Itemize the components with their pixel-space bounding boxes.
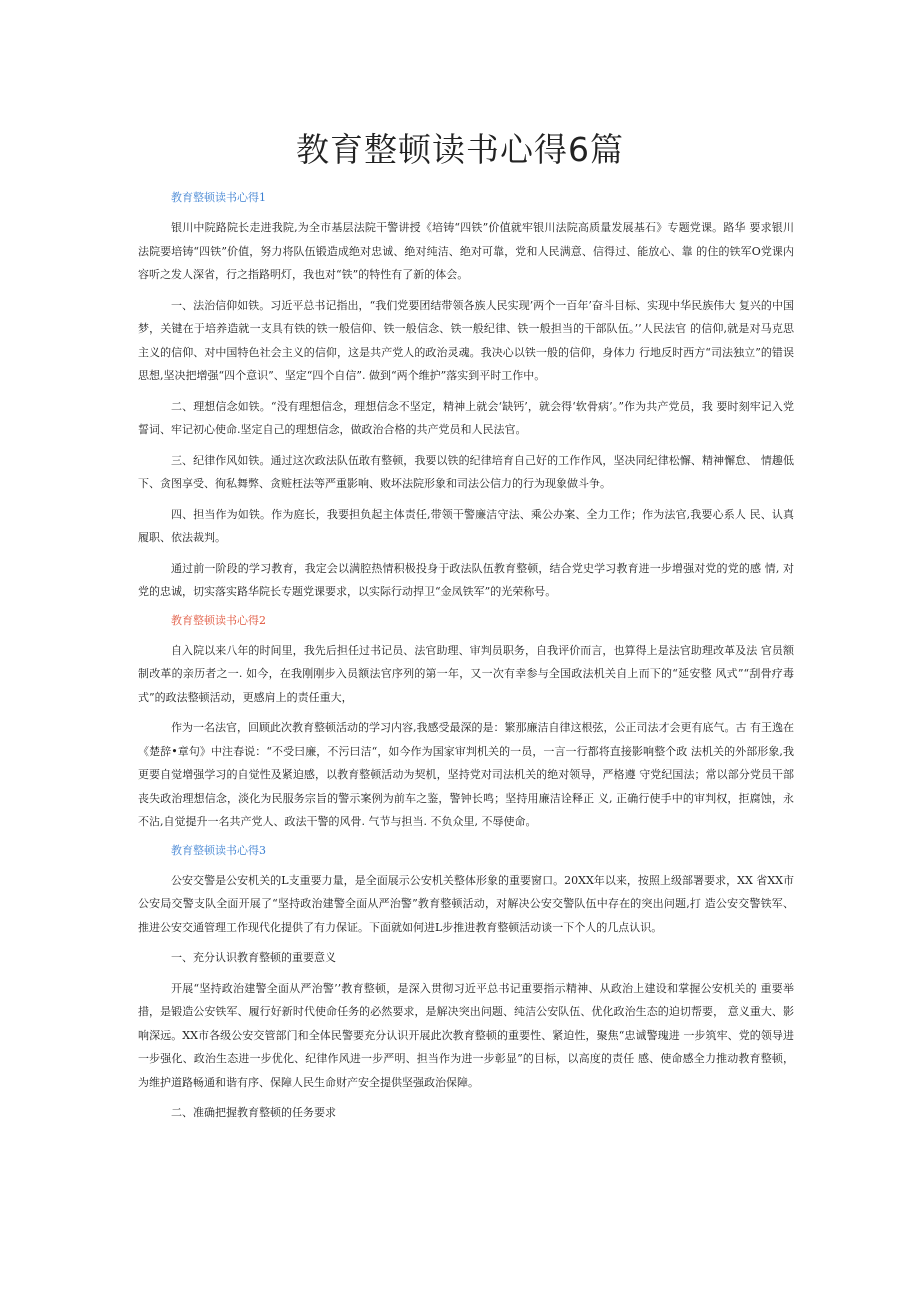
- paragraph: 开展“坚持政治建警全面从严治警’’教育整顿，是深入贯彻习近平总书记重要指示精神、从政治上建设和掌握公安机关的 重要举措，是锻造公安铁军、履行好新时代使命任务的必然要求，是解决突出问题、纯洁公安队伍、优化政治生态的迫切帮要， 意义重大、影响深远。XX市各级公安交管部门和全体民警要充分认识开展此次教育整顿的重要性、紧迫性，聚焦“忠诚警瑰进 一步筑牢、党的领导进一步强化、政治生态进一步优化、纪律作风进一步严明、担当作为进一步彰显”的目标，以高度的责任 感、使命感全力推动教育整顿，为维护道路畅通和谐有序、保障人民生命财产安全提供坚强政治保障。: [138, 981, 794, 1089]
- subheading: 二、准确把握教育整顿的任务要求: [171, 1106, 336, 1119]
- section-heading: 教育整顿读书心得3: [171, 843, 266, 857]
- document-body: [138, 188, 794, 1132]
- paragraph: 二、理想信念如铁。“没有理想信念，理想信念不坚定，精神上就会‘缺钙’，就会得‘软骨病’。”作为共产党员，我 要时刻牢记入党誓词、牢记初心使命.坚定自己的理想信念，做政治合格的共产党员和人民法官。: [138, 399, 794, 436]
- paragraph: 四、担当作为如铁。作为庭长，我要担负起主体责任,带领干警廉洁守法、乘公办案、全力工作；作为法官,我要心系人 民、认真履职、依法裁判。: [138, 507, 794, 544]
- paragraph: 通过前一阶段的学习教育，我定会以满腔热情积极投身于政法队伍教育整顿，结合党史学习教育进一步增强对党的党的感 情, 对党的忠诚，切实落实路华院长专题党课要求，以实际行动捍卫“金凤铁军”的光荣称号。: [138, 561, 794, 598]
- paragraph: 一、法治信仰如铁。习近平总书记指出，“我们党要团结带领各族人民实现’两个一百年’奋斗目标、实现中华民族伟大 复兴的中国梦，关键在于培养造就一支具有铁的铁一般信仰、铁一般信念、铁一般纪律、铁一般担当的干部队伍。’’人民法官 的信仰,就是对马克思主义的信仰、对中国特色社会主义的信仰，这是共产党人的政治灵魂。我决心以铁一般的信仰，身体力 行地反时西方“司法独立”的错误思想,坚决把增强“四个意识”、坚定“四个自信”. 做到“两个维护”落实到平时工作中。: [138, 298, 794, 382]
- paragraph: 银川中院路院长走进我院,为全市基层法院干警讲授《培铸“四铁”价值就牢银川法院高质量发展基石》专题党课。路华 要求银川法院要培铸“四铁”价值，努力将队伍锻造成绝对忠诚、绝对纯洁、绝对可靠，党和人民满意、信得过、能放心、靠 的住的铁军O党课内容听之发人深省，行之指路明灯，我也对“铁”的特性有了新的体会。: [138, 221, 794, 281]
- section-heading: 教育整顿读书心得2: [171, 613, 266, 627]
- paragraph: 公安交警是公安机关的L支重要力量，是全面展示公安机关整体形象的重要窗口。20XX年以来，按照上级部署要求，XX 省XX市公安局交警支队全面开展了“坚持政治建警全面从严治警”教育整顿活动，对解决公安交警队伍中存在的突出问题,打 造公安交警铁军、推进公安交通管理工作现代化提供了有力保证。下面就如何进L步推进教育整顿活动谈一下个人的几点认识。: [138, 873, 794, 934]
- section-2: [138, 611, 794, 834]
- section-3: [138, 841, 794, 1125]
- paragraph: 作为一名法官，回顾此次教育整顿活动的学习内容,我感受最深的是：繁那廉洁自律这根弦，公正司法才会更有底气。古 有王逸在《楚辞•章句》中注春说：“不受曰廉，不污曰洁“，如今作为国家审判机关的一员，一言一行都将直接影响整个政 法机关的外部形象,我更要自觉增强学习的自觉性及紧迫感，以教育整顿活动为契机，坚持党对司法机关的绝对领导，严格遵 守党纪国法；常以部分党员干部丧失政治理想信念，淡化为民服务宗旨的警示案例为前车之鉴，警钟长鸣；坚持用廉洁诠释正 义, 正确行使手中的审判权，拒腐蚀，永不沾,自觉提升一名共产党人、政法干警的风骨. 气节与担当. 不负众里, 不辱使命。: [138, 721, 794, 828]
- section-1: [138, 188, 794, 604]
- paragraph: 自入院以来八年的时间里，我先后担任过书记员、法官助理、审判员职务，自我评价而言，也算得上是法官助理改革及法 官员额制改革的亲历者之一. 如今，在我刚刚步入员额法官序列的第一年，又一次有幸参与全国政法机关自上而下的“延安整 风式”“刮骨疗毒式”的政法整顿活动，更感肩上的责任重大，: [138, 643, 794, 704]
- document-title: 教育整顿读书心得6篇: [296, 130, 624, 169]
- section-heading: 教育整顿读书心得1: [171, 191, 266, 204]
- paragraph: 三、纪律作风如铁。通过这次政法队伍敢有整顿，我要以铁的纪律培育自己好的工作作风，坚决同纪律松懈、精神懈怠、 情趣低下、贪图享受、徇私舞弊、贪赃枉法等严重影响、败坏法院形象和司法公信力的行为现象做斗争。: [138, 453, 794, 490]
- subheading: 一、充分认识教育整顿的重要意义: [171, 951, 336, 964]
